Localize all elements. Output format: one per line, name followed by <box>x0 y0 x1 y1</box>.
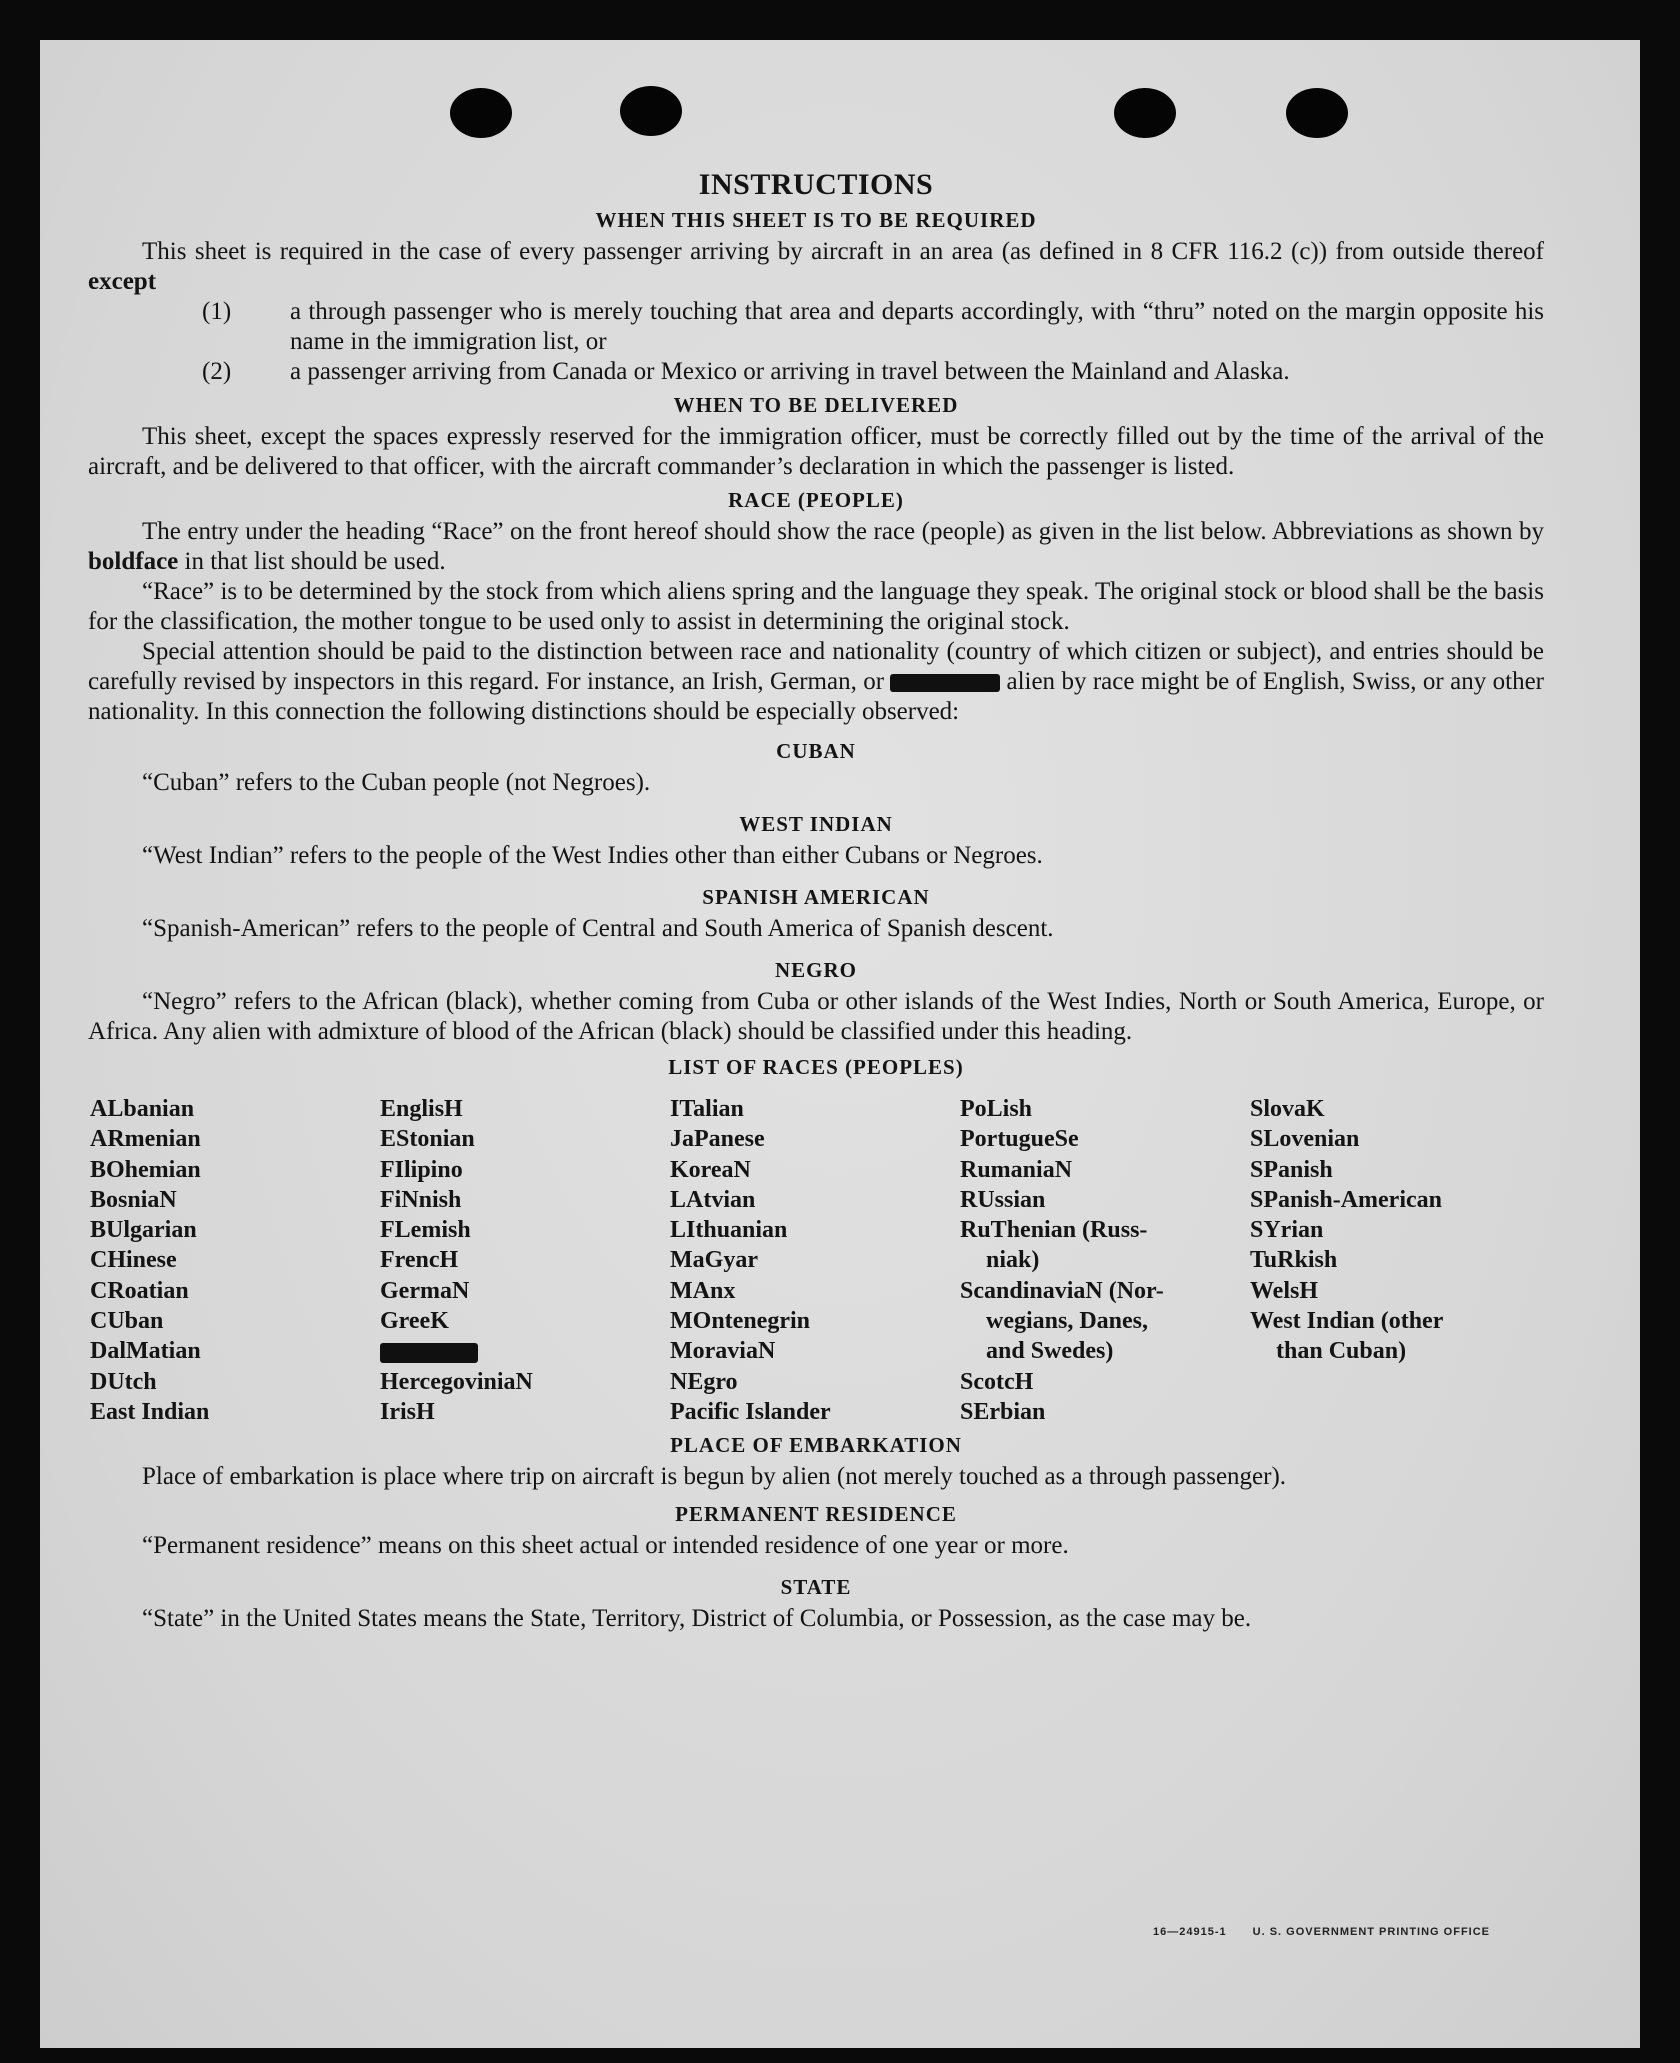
heading-race: RACE (PEOPLE) <box>728 488 904 512</box>
residence-text: “Permanent residence” means on this sheet actual or intended residence of one year or more. <box>142 1532 1069 1560</box>
race-entry: CUban <box>90 1308 164 1335</box>
heading-negro: NEGRO <box>774 958 857 982</box>
printer-name: U. S. GOVERNMENT PRINTING OFFICE <box>1252 1926 1490 1938</box>
race-entry: LAtvian <box>670 1186 756 1213</box>
race-entry: ALbanian <box>90 1096 195 1122</box>
race-entry: MoraviaN <box>670 1338 776 1365</box>
race-entry: DUtch <box>90 1368 157 1395</box>
race-entry: KoreaN <box>670 1156 751 1183</box>
heading-delivered: WHEN TO BE DELIVERED <box>673 393 959 417</box>
race-entry: MOntenegrin <box>670 1308 810 1335</box>
race-entry-continued: wegians, Danes, <box>986 1308 1149 1335</box>
heading-state: STATE <box>780 1575 852 1600</box>
race-entry: LIthuanian <box>670 1217 788 1244</box>
race-entry: BOhemian <box>90 1156 201 1183</box>
race-entry: PoLish <box>960 1096 1033 1122</box>
races-list <box>90 1094 1544 1427</box>
race-entry: ITalian <box>670 1096 744 1122</box>
required-intro: This sheet is required in the case of every passenger arriving by aircraft in an area (as defined in 8 CFR 116.2 (c)) from outside thereof except <box>88 238 1544 295</box>
races-column-3 <box>670 1094 960 1427</box>
race-entry: SErbian <box>960 1398 1046 1425</box>
race-entry: CHinese <box>90 1247 177 1274</box>
race-entry: SlovaK <box>1250 1096 1325 1122</box>
race-entry: MaGyar <box>670 1247 758 1274</box>
negro-text: “Negro” refers to the African (black), whether coming from Cuba or other islands of the West Indies, North or South America, Europe, or Africa. Any alien with admixture of blood of the African (black) should be classified under this heading. <box>88 988 1544 1045</box>
race-entry: SPanish <box>1250 1156 1333 1183</box>
punch-hole <box>1286 88 1348 138</box>
race-entry: CRoatian <box>90 1277 189 1304</box>
race-entry: HercegoviniaN <box>380 1368 533 1395</box>
heading-cuban: CUBAN <box>776 739 856 763</box>
race-entry: PortugueSe <box>960 1126 1079 1153</box>
instructions-body <box>88 168 1544 1634</box>
races-column-2 <box>380 1094 670 1427</box>
races-column-4 <box>960 1094 1250 1427</box>
race-entry: FLemish <box>380 1217 471 1244</box>
race-entry: EStonian <box>380 1126 475 1153</box>
page-title: INSTRUCTIONS <box>698 168 934 201</box>
race-entry: TuRkish <box>1250 1247 1338 1274</box>
race-entry: SYrian <box>1250 1217 1324 1244</box>
race-entry: NEgro <box>670 1368 738 1395</box>
state-text: “State” in the United States means the State, Territory, District of Columbia, or Possession, as the case may be. <box>142 1605 1252 1633</box>
race-entry-continued: and Swedes) <box>986 1338 1114 1365</box>
heading-west-indian: WEST INDIAN <box>739 812 893 836</box>
races-column-1 <box>90 1094 380 1427</box>
race-entry-continued: niak) <box>986 1247 1040 1274</box>
exception-item: (1) a through passenger who is merely touching that area and departs accordingly, with “thru” noted on the margin opposite his name in the immigration list, or <box>202 298 1544 355</box>
punch-hole <box>620 86 682 136</box>
punch-hole <box>1114 88 1176 138</box>
heading-required: WHEN THIS SHEET IS TO BE REQUIRED <box>595 208 1037 232</box>
race-entry: DalMatian <box>90 1338 201 1365</box>
redaction-mark <box>890 674 1000 692</box>
race-entry: BosniaN <box>90 1186 177 1213</box>
race-entry: SLovenian <box>1250 1126 1360 1153</box>
race-entry: ScotcH <box>960 1368 1034 1395</box>
west-indian-text: “West Indian” refers to the people of the West Indies other than either Cubans or Negroes. <box>142 842 1043 869</box>
race-entry: EnglisH <box>380 1096 463 1122</box>
race-entry: WelsH <box>1250 1277 1319 1304</box>
delivered-text: This sheet, except the spaces expressly reserved for the immigration officer, must be correctly filled out by the time of the arrival of the aircraft, and be delivered to that officer, with the aircraft commander’s declaration in which the passenger is listed. <box>88 423 1544 480</box>
heading-spanish-american: SPANISH AMERICAN <box>702 885 930 909</box>
race-entry: FIlipino <box>380 1156 463 1183</box>
race-entry: West Indian (other <box>1250 1308 1444 1335</box>
race-entry: RuThenian (Russ- <box>960 1217 1148 1244</box>
race-entry: GreeK <box>380 1308 449 1335</box>
heading-residence: PERMANENT RESIDENCE <box>675 1502 957 1527</box>
races-column-5 <box>1250 1094 1540 1427</box>
race-entry: JaPanese <box>670 1126 765 1153</box>
spanish-american-text: “Spanish-American” refers to the people of Central and South America of Spanish descent. <box>142 915 1054 942</box>
race-paragraph-3: Special attention should be paid to the distinction between race and nationality (country of which citizen or subject), and entries should be carefully revised by inspectors in this regard. For instance, an Irish, German, or alien by race might be of English, Swiss, or any other nationality. In this connection the following distinctions should be especially observed: <box>88 638 1545 725</box>
race-entry: BUlgarian <box>90 1217 197 1244</box>
race-entry: FrencH <box>380 1247 459 1274</box>
race-entry: Pacific Islander <box>670 1398 831 1425</box>
race-entry: RUssian <box>960 1186 1046 1213</box>
race-paragraph-1: The entry under the heading “Race” on the front hereof should show the race (people) as given in the list below. Abbreviations as shown by boldface in that list should be used. <box>88 518 1544 575</box>
race-entry: ARmenian <box>90 1126 201 1153</box>
race-entry: GermaN <box>380 1277 470 1304</box>
race-entry-continued: than Cuban) <box>1276 1338 1407 1365</box>
redaction-mark <box>380 1343 478 1363</box>
form-number: 16—24915-1 <box>1153 1926 1227 1938</box>
race-entry: IrisH <box>380 1398 435 1425</box>
embarkation-text: Place of embarkation is place where trip on aircraft is begun by alien (not merely touched as a through passenger). <box>142 1463 1287 1491</box>
heading-embarkation: PLACE OF EMBARKATION <box>670 1433 962 1458</box>
race-entry: RumaniaN <box>960 1156 1073 1183</box>
race-entry: ScandinaviaN (Nor- <box>960 1277 1164 1304</box>
exception-item: (2) a passenger arriving from Canada or Mexico or arriving in travel between the Mainland and Alaska. <box>202 358 1290 385</box>
race-entry: SPanish-American <box>1250 1186 1442 1213</box>
punch-hole <box>450 88 512 138</box>
document-page <box>40 40 1640 2048</box>
heading-list-of-races: LIST OF RACES (PEOPLES) <box>668 1055 964 1079</box>
race-entry-redacted <box>380 1336 670 1366</box>
race-paragraph-2: “Race” is to be determined by the stock from which aliens spring and the language they speak. The original stock or blood shall be the basis for the classification, the mother tongue to be used only to assist in determining the original stock. <box>88 578 1544 635</box>
race-entry: FiNnish <box>380 1186 462 1213</box>
race-entry: East Indian <box>90 1398 210 1425</box>
race-entry: MAnx <box>670 1277 736 1304</box>
cuban-text: “Cuban” refers to the Cuban people (not Negroes). <box>142 769 651 796</box>
printer-footer <box>1127 1926 1490 1938</box>
